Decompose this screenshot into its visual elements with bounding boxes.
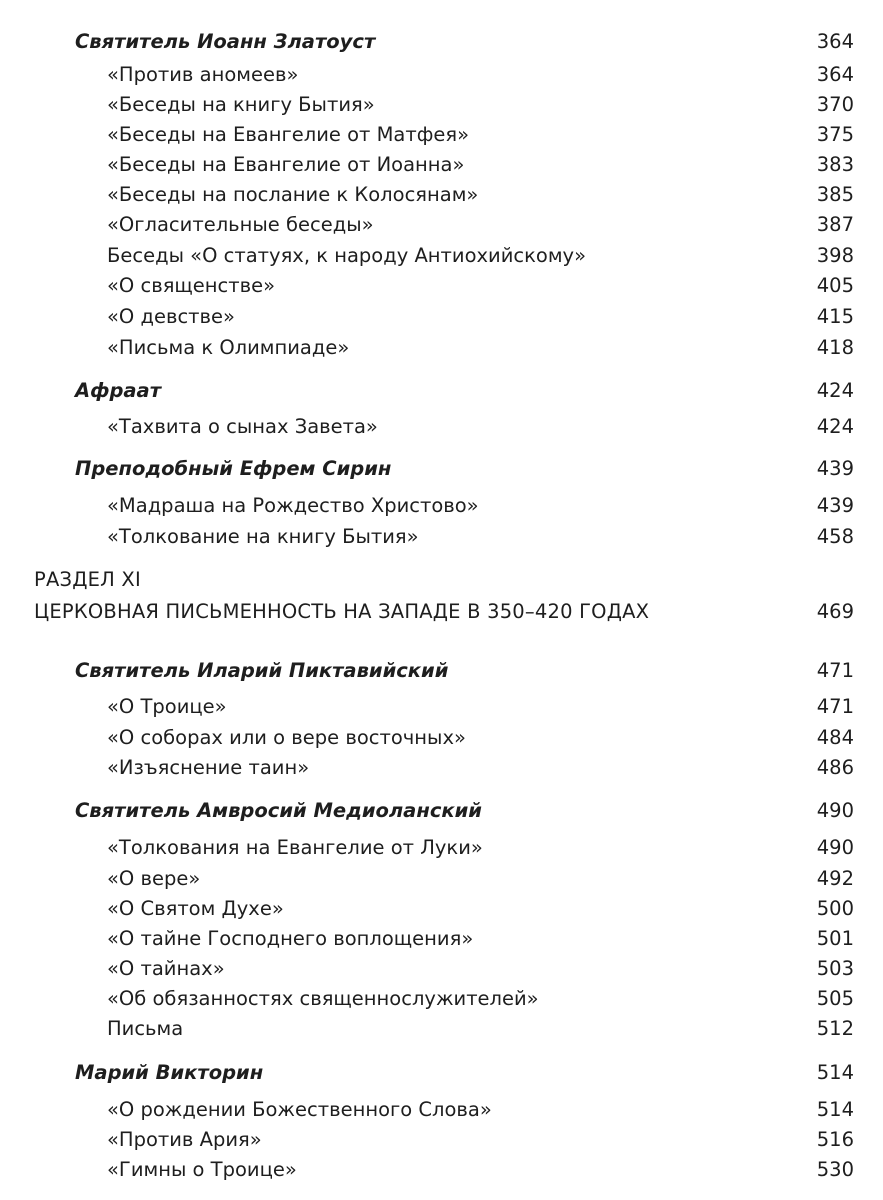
page-number: 471 (816, 695, 854, 718)
entry-title: «Огласительные беседы» (107, 213, 374, 236)
toc-section-heading (0, 566, 883, 594)
entry-title: «Против аномеев» (107, 63, 299, 86)
toc-entry (0, 492, 883, 520)
toc-author-entry (0, 657, 883, 685)
entry-title: «О Троице» (107, 695, 227, 718)
entry-title: «О рождении Божественного Слова» (107, 1098, 492, 1121)
toc-entry (0, 272, 883, 300)
entry-title: «Беседы на Евангелие от Матфея» (107, 123, 470, 146)
page-number: 375 (816, 123, 854, 146)
entry-title: Святитель Иларий Пиктавийский (75, 659, 449, 682)
toc-author-entry (0, 377, 883, 405)
toc-entry (0, 925, 883, 953)
page-number: 503 (816, 957, 854, 980)
page-number: 484 (816, 726, 854, 749)
toc-entry (0, 1096, 883, 1124)
toc-entry (0, 985, 883, 1013)
page-number: 405 (816, 274, 854, 297)
entry-title: «Беседы на Евангелие от Иоанна» (107, 153, 465, 176)
page-number: 387 (816, 213, 854, 236)
entry-title: «О Святом Духе» (107, 897, 284, 920)
entry-title: «Толкование на книгу Бытия» (107, 525, 419, 548)
toc-author-entry (0, 797, 883, 825)
entry-title: «Беседы на книгу Бытия» (107, 93, 375, 116)
entry-title: Святитель Амвросий Медиоланский (75, 799, 482, 822)
toc-author-entry (0, 455, 883, 483)
entry-title: «О вере» (107, 867, 201, 890)
entry-title: «Гимны о Троице» (107, 1158, 297, 1181)
toc-entry (0, 834, 883, 862)
toc-entry (0, 1156, 883, 1184)
page-number: 514 (816, 1098, 854, 1121)
entry-title: Афраат (75, 379, 162, 402)
entry-title: «О девстве» (107, 305, 235, 328)
page-number: 418 (816, 336, 854, 359)
toc-entry (0, 211, 883, 239)
page-number: 415 (816, 305, 854, 328)
page-number: 530 (816, 1158, 854, 1181)
toc-entry (0, 1015, 883, 1043)
toc-entry (0, 865, 883, 893)
toc-entry (0, 523, 883, 551)
page-number: 500 (816, 897, 854, 920)
entry-title: «О тайнах» (107, 957, 225, 980)
entry-title: Беседы «О статуях, к народу Антиохийскому» (107, 244, 586, 267)
toc-entry (0, 754, 883, 782)
toc-author-entry (0, 1059, 883, 1087)
entry-title: Преподобный Ефрем Сирин (75, 457, 392, 480)
entry-title: «О соборах или о вере восточных» (107, 726, 466, 749)
entry-title: «Письма к Олимпиаде» (107, 336, 350, 359)
entry-title: «Мадраша на Рождество Христово» (107, 494, 479, 517)
page-number: 424 (816, 415, 854, 438)
toc-entry (0, 303, 883, 331)
page-number: 492 (816, 867, 854, 890)
page-number: 486 (816, 756, 854, 779)
toc-author-entry (0, 28, 883, 56)
page-number: 364 (816, 63, 854, 86)
toc-entry (0, 61, 883, 89)
entry-title: Святитель Иоанн Златоуст (75, 30, 376, 53)
toc-entry (0, 693, 883, 721)
toc-entry (0, 151, 883, 179)
entry-title: «Беседы на послание к Колосянам» (107, 183, 479, 206)
page-number: 424 (816, 379, 854, 402)
page-number: 490 (816, 799, 854, 822)
entry-title: «Толкования на Евангелие от Луки» (107, 836, 483, 859)
entry-title: «Изъяснение таин» (107, 756, 310, 779)
page-number: 398 (816, 244, 854, 267)
toc-entry (0, 91, 883, 119)
page-number: 469 (816, 600, 854, 623)
page-number: 439 (816, 457, 854, 480)
page-number: 439 (816, 494, 854, 517)
entry-title: «Тахвита о сынах Завета» (107, 415, 378, 438)
page-number: 385 (816, 183, 854, 206)
page-number: 490 (816, 836, 854, 859)
toc-entry (0, 724, 883, 752)
page-number: 471 (816, 659, 854, 682)
toc-entry (0, 895, 883, 923)
entry-title: ЦЕРКОВНАЯ ПИСЬМЕННОСТЬ НА ЗАПАДЕ В 350–420 ГОДАХ (34, 600, 650, 623)
page-number: 514 (816, 1061, 854, 1084)
entry-title: Марий Викторин (75, 1061, 264, 1084)
toc-entry (0, 334, 883, 362)
page-number: 458 (816, 525, 854, 548)
entry-title: «О тайне Господнего воплощения» (107, 927, 474, 950)
page-number: 383 (816, 153, 854, 176)
page-number: 370 (816, 93, 854, 116)
page-number: 364 (816, 30, 854, 53)
toc-entry (0, 121, 883, 149)
toc-entry (0, 1126, 883, 1154)
page-number: 501 (816, 927, 854, 950)
entry-title: «О священстве» (107, 274, 276, 297)
page-number: 512 (816, 1017, 854, 1040)
toc-entry (0, 413, 883, 441)
toc-entry (0, 242, 883, 270)
page-number: 505 (816, 987, 854, 1010)
toc-section-heading (0, 598, 883, 626)
toc-entry (0, 181, 883, 209)
entry-title: Письма (107, 1017, 184, 1040)
entry-title: «Против Ария» (107, 1128, 262, 1151)
entry-title: «Об обязанностях священнослужителей» (107, 987, 539, 1010)
entry-title: РАЗДЕЛ XI (34, 568, 141, 591)
page-number: 516 (816, 1128, 854, 1151)
toc-entry (0, 955, 883, 983)
